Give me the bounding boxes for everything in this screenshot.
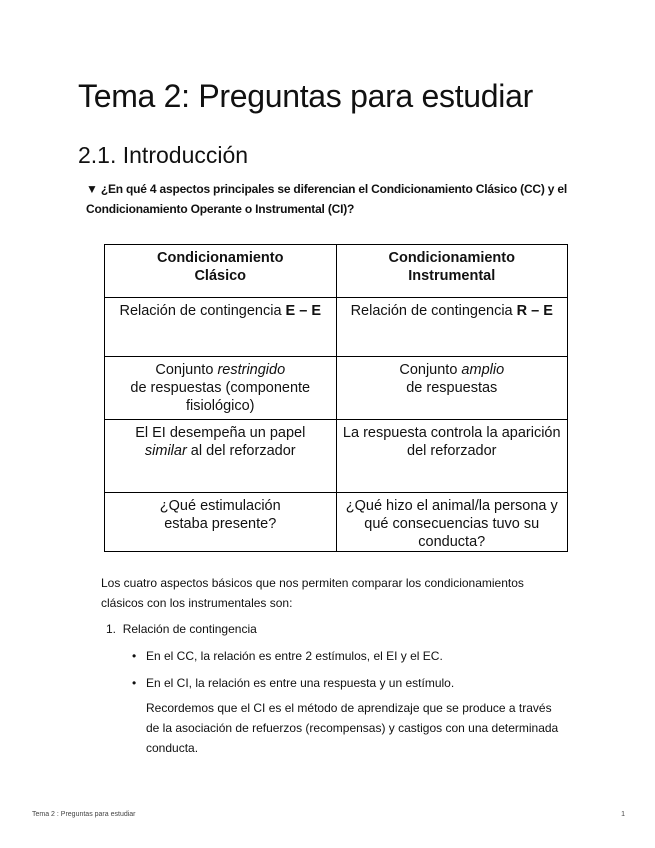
header-instrumental xyxy=(336,245,568,298)
page-number: 1 xyxy=(621,811,625,818)
numbered-list-item xyxy=(106,619,257,639)
header-instrumental-line1: Condicionamiento xyxy=(388,250,515,266)
intro-paragraph: Los cuatro aspectos básicos que nos permiten comparar los condicionamientos clásicos con los instrumentales son: xyxy=(101,576,524,610)
table-cell: La respuesta controla la aparición del reforzador xyxy=(336,420,568,493)
table-cell: Conjunto restringido de respuestas (componente fisiológico) xyxy=(105,357,337,420)
toggle-triangle-icon[interactable]: ▼ xyxy=(86,182,98,196)
list-number: 1. xyxy=(106,622,117,636)
table-cell: ¿Qué estimulación estaba presente? xyxy=(105,493,337,552)
header-instrumental-line2: Instrumental xyxy=(408,268,496,284)
header-classical xyxy=(105,245,337,298)
toggle-question-text: ¿En qué 4 aspectos principales se diferencian el Condicionamiento Clásico (CC) y el Condicionamiento Operante o Instrumental (CI)? xyxy=(86,182,568,216)
bullet-dot-icon: • xyxy=(132,649,137,663)
section-heading: 2.1. Introducción xyxy=(78,142,249,168)
table-cell: Conjunto amplio de respuestas xyxy=(336,357,568,420)
list-item-text: Relación de contingencia xyxy=(122,622,257,636)
table-cell: El EI desempeña un papel similar al del reforzador xyxy=(105,420,337,493)
table-cell: Relación de contingencia R – E xyxy=(336,298,568,357)
bullet-dot-icon: • xyxy=(132,676,137,690)
page-footer: Tema 2 : Preguntas para estudiar xyxy=(32,811,136,818)
bullet-text: En el CC, la relación es entre 2 estímulos, el EI y el EC. xyxy=(146,649,443,663)
header-classical-line1: Condicionamiento xyxy=(157,250,284,266)
bullet-text: En el CI, la relación es entre una respuesta y un estímulo. xyxy=(146,676,455,690)
header-classical-line2: Clásico xyxy=(194,268,247,284)
comparison-table xyxy=(104,244,568,552)
table-cell: ¿Qué hizo el animal/la persona y qué consecuencias tuvo su conducta? xyxy=(336,493,568,552)
toggle-question[interactable] xyxy=(86,179,586,219)
note-paragraph: Recordemos que el CI es el método de aprendizaje que se produce a través de la asociación de refuerzos (recompensas) y castigos con una determinada conducta. xyxy=(146,701,559,755)
page-title: Tema 2: Preguntas para estudiar xyxy=(78,78,533,114)
table-cell: Relación de contingencia E – E xyxy=(105,298,337,357)
